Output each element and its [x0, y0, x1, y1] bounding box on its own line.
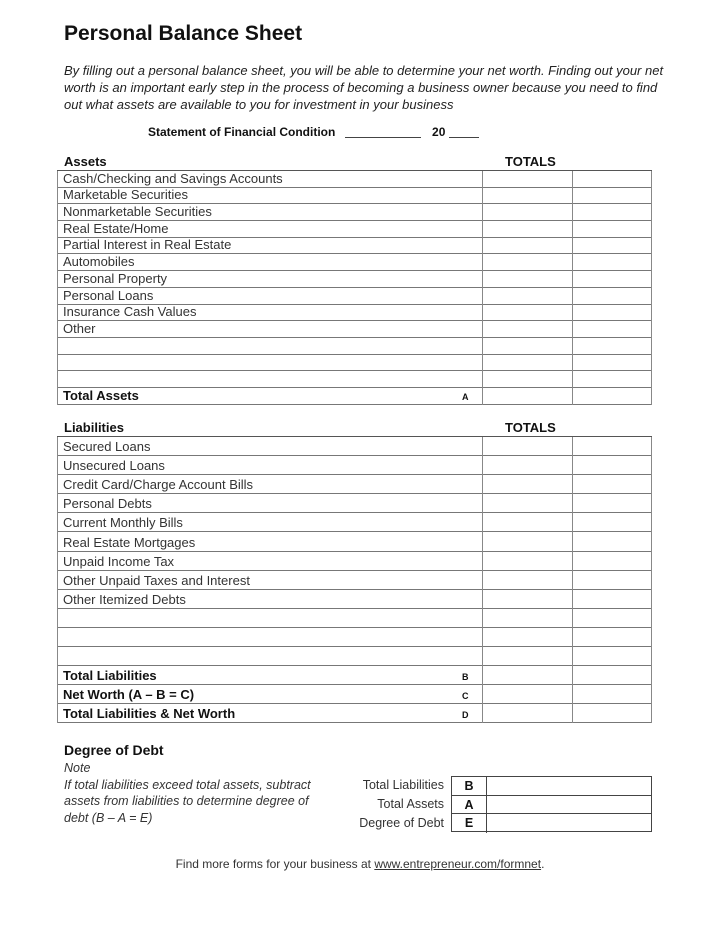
degree-of-debt-labels	[318, 776, 444, 833]
statement-year-field[interactable]	[449, 137, 479, 138]
footer-suffix: .	[541, 857, 545, 871]
note-label: Note	[64, 761, 91, 775]
debt-letter-a: A	[452, 796, 487, 814]
asset-row-label: Cash/Checking and Savings Accounts	[63, 170, 283, 186]
liability-row[interactable]	[57, 571, 652, 590]
liability-row[interactable]	[57, 647, 652, 666]
intro-paragraph: By filling out a personal balance sheet, you will be able to determine your net worth. Finding out your net worth is an important early step in the process of becoming a business owner because you need to find out what assets are available to you for investment in your business	[64, 63, 664, 112]
liability-row-label: Personal Debts	[63, 496, 152, 512]
liability-total-row[interactable]	[57, 666, 652, 685]
liability-row-label: Other Itemized Debts	[63, 591, 186, 607]
column-divider	[651, 171, 652, 405]
column-divider	[482, 437, 483, 723]
column-divider	[482, 171, 483, 405]
debt-letter-e: E	[452, 814, 487, 833]
footer-text: Find more forms for your business at	[175, 857, 375, 871]
liability-row[interactable]	[57, 628, 652, 647]
statement-year-prefix: 20	[432, 125, 446, 139]
asset-row-label: Automobiles	[63, 254, 135, 270]
liability-row[interactable]	[57, 456, 652, 475]
liability-row[interactable]	[57, 437, 652, 456]
footer	[0, 857, 720, 871]
liability-total-label: Net Worth (A – B = C)	[63, 687, 195, 703]
liability-row-label: Unsecured Loans	[63, 458, 165, 474]
liability-total-letter: B	[462, 672, 469, 683]
debt-label-total-liabilities: Total Liabilities	[362, 778, 444, 792]
liability-row-label: Credit Card/Charge Account Bills	[63, 477, 254, 493]
liability-row[interactable]	[57, 609, 652, 628]
asset-row[interactable]	[57, 188, 652, 205]
debt-letter-b: B	[452, 777, 487, 795]
degree-of-debt-note	[64, 760, 314, 826]
asset-row-label: Personal Loans	[63, 287, 154, 303]
liability-row-label: Other Unpaid Taxes and Interest	[63, 572, 250, 588]
asset-row-label: Partial Interest in Real Estate	[63, 237, 232, 253]
asset-row[interactable]	[57, 355, 652, 372]
asset-row-label: Real Estate/Home	[63, 220, 169, 236]
liabilities-totals-heading: TOTALS	[505, 420, 556, 435]
column-divider	[57, 171, 58, 405]
liability-row-label: Secured Loans	[63, 439, 151, 455]
liability-row[interactable]	[57, 552, 652, 571]
asset-row[interactable]	[57, 171, 652, 188]
liability-row-label: Unpaid Income Tax	[63, 553, 175, 569]
liability-total-label: Total Liabilities & Net Worth	[63, 706, 236, 722]
liabilities-table	[57, 436, 652, 723]
statement-line	[148, 125, 479, 139]
asset-row[interactable]	[57, 238, 652, 255]
asset-row[interactable]	[57, 288, 652, 305]
asset-row[interactable]	[57, 254, 652, 271]
assets-heading: Assets	[64, 154, 107, 169]
page-title: Personal Balance Sheet	[64, 22, 303, 45]
liability-total-letter: C	[462, 691, 469, 702]
asset-total-letter: A	[462, 391, 469, 402]
asset-row[interactable]	[57, 338, 652, 355]
column-divider	[651, 437, 652, 723]
statement-label: Statement of Financial Condition	[148, 125, 336, 139]
column-divider	[572, 171, 573, 405]
liabilities-heading: Liabilities	[64, 420, 124, 435]
debt-row-a[interactable]	[452, 796, 651, 815]
asset-row[interactable]	[57, 371, 652, 388]
assets-table	[57, 170, 652, 405]
liability-row[interactable]	[57, 494, 652, 513]
liability-row-label: Current Monthly Bills	[63, 515, 183, 531]
asset-row-label: Marketable Securities	[63, 187, 188, 203]
footer-link[interactable]: www.entrepreneur.com/formnet	[374, 857, 542, 871]
asset-row-label: Other	[63, 320, 96, 336]
asset-row[interactable]	[57, 321, 652, 338]
liability-total-row[interactable]	[57, 685, 652, 704]
liability-total-label: Total Liabilities	[63, 668, 157, 684]
note-text: If total liabilities exceed total assets, subtract assets from liabilities to determine degree of debt (B – A = E)	[64, 777, 311, 825]
asset-total-label: Total Assets	[63, 387, 139, 403]
column-divider	[572, 437, 573, 723]
assets-totals-heading: TOTALS	[505, 154, 556, 169]
statement-date-field[interactable]	[345, 137, 421, 138]
debt-row-e[interactable]	[452, 814, 651, 833]
asset-row[interactable]	[57, 221, 652, 238]
liability-row[interactable]	[57, 590, 652, 609]
asset-row-label: Personal Property	[63, 270, 168, 286]
asset-row-label: Nonmarketable Securities	[63, 204, 212, 220]
asset-row[interactable]	[57, 305, 652, 322]
degree-of-debt-box	[451, 776, 652, 832]
degree-of-debt-title: Degree of Debt	[64, 742, 164, 758]
asset-row[interactable]	[57, 204, 652, 221]
liability-row[interactable]	[57, 532, 652, 551]
liability-row-label: Real Estate Mortgages	[63, 534, 196, 550]
liability-row[interactable]	[57, 475, 652, 494]
asset-row-label: Insurance Cash Values	[63, 304, 197, 320]
debt-label-total-assets: Total Assets	[377, 797, 444, 811]
liability-total-row[interactable]	[57, 704, 652, 723]
liability-row[interactable]	[57, 513, 652, 532]
column-divider	[57, 437, 58, 723]
asset-total-row[interactable]	[57, 388, 652, 405]
debt-label-degree-of-debt: Degree of Debt	[359, 816, 444, 830]
debt-row-b[interactable]	[452, 777, 651, 796]
asset-row[interactable]	[57, 271, 652, 288]
liability-total-letter: D	[462, 710, 469, 721]
